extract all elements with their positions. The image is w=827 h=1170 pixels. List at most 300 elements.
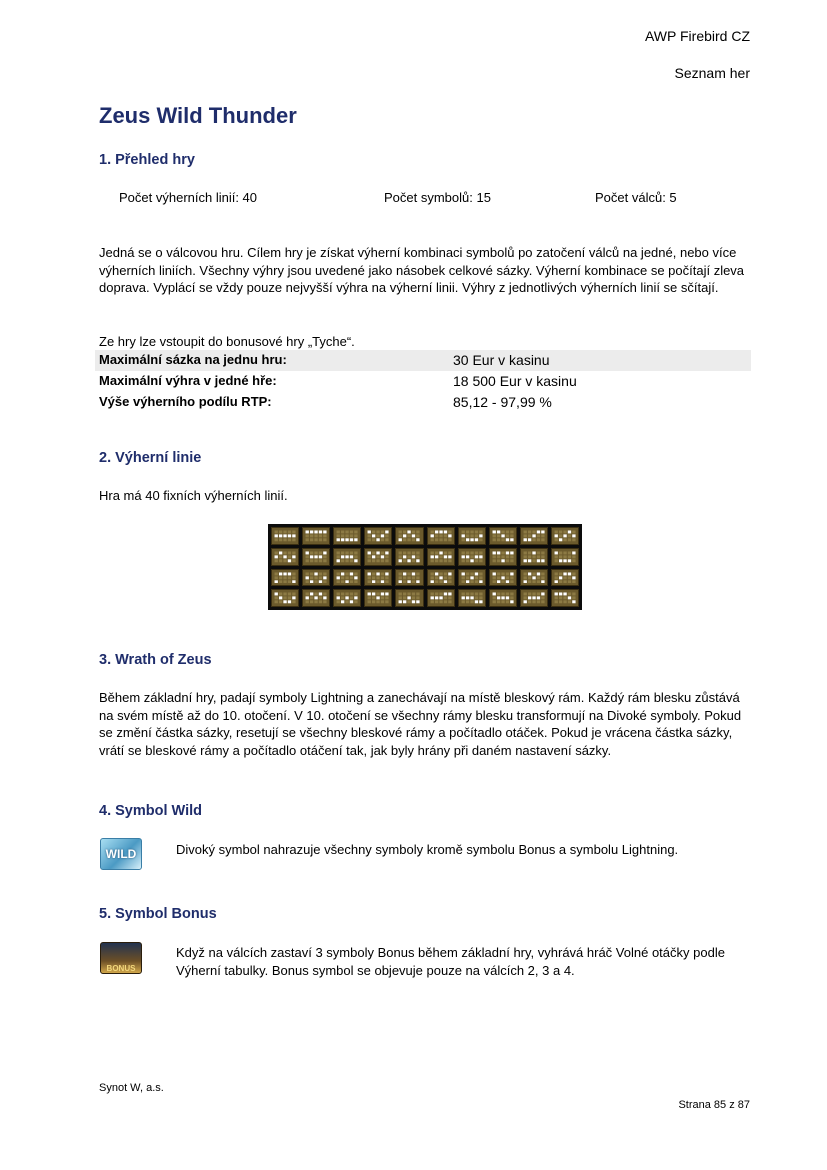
payline-mark [412,572,415,575]
payline-slot [346,572,349,575]
footer-company: Synot W, a.s. [99,1082,164,1094]
payline-mark [568,572,571,575]
payline-slot [479,559,482,562]
payline-thumbnail [458,548,486,566]
payline-mark [443,580,446,583]
payline-slot [497,576,500,579]
payline-slot [479,576,482,579]
payline-slot [350,597,353,600]
payline-slot [403,551,406,554]
payline-slot [310,601,313,604]
payline-slot [319,601,322,604]
payline-slot [399,555,402,558]
payline-slot [381,572,384,575]
payline-mark [572,551,575,554]
payline-slot [501,555,504,558]
payline-slot [466,576,469,579]
payline-slot [372,572,375,575]
payline-mark [528,597,531,600]
payline-slot [434,580,437,583]
payline-slot [541,572,544,575]
payline-slot [448,576,451,579]
payline-slot [292,530,295,533]
payline-mark [372,593,375,596]
payline-mark [448,593,451,596]
payline-slot [323,555,326,558]
payline-thumbnail [395,548,423,566]
payline-thumbnail [520,589,548,607]
payline-slot [377,593,380,596]
payline-mark [403,555,406,558]
payline-slot [568,580,571,583]
payline-slot [337,555,340,558]
payline-thumbnail [302,527,330,545]
payline-mark [541,559,544,562]
payline-slot [434,601,437,604]
payline-mark [461,572,464,575]
payline-slot [466,530,469,533]
payline-slot [501,572,504,575]
payline-slot [377,555,380,558]
payline-slot [448,580,451,583]
payline-mark [466,538,469,541]
payline-mark [434,572,437,575]
payline-mark [492,593,495,596]
payline-slot [430,601,433,604]
payline-mark [532,576,535,579]
payline-slot [523,572,526,575]
payline-mark [568,597,571,600]
payline-slot [443,534,446,537]
payline-slot [497,555,500,558]
payline-slot [492,534,495,537]
payline-slot [434,576,437,579]
payline-mark [310,580,313,583]
table-row [95,392,751,413]
payline-mark [292,555,295,558]
payline-mark [377,551,380,554]
payline-mark [381,555,384,558]
payline-slot [417,572,420,575]
payline-slot [448,559,451,562]
payline-slot [572,580,575,583]
payline-mark [554,534,557,537]
payline-mark [283,572,286,575]
payline-slot [439,534,442,537]
payline-slot [341,593,344,596]
payline-mark [408,580,411,583]
payline-mark [443,530,446,533]
payline-slot [275,538,278,541]
payline-slot [448,551,451,554]
payline-slot [528,530,531,533]
payline-slot [528,551,531,554]
payline-slot [470,580,473,583]
payline-slot [346,559,349,562]
payline-slot [559,572,562,575]
payline-slot [346,551,349,554]
payline-slot [279,576,282,579]
payline-mark [554,551,557,554]
payline-slot [292,559,295,562]
payline-mark [559,593,562,596]
payline-slot [403,559,406,562]
payline-slot [377,601,380,604]
payline-slot [403,580,406,583]
payline-thumbnail [427,527,455,545]
payline-mark [292,597,295,600]
payline-slot [563,538,566,541]
payline-mark [288,572,291,575]
payline-mark [275,593,278,596]
payline-thumbnail [364,569,392,587]
payline-mark [430,534,433,537]
payline-slot [288,555,291,558]
payline-slot [323,559,326,562]
payline-slot [466,559,469,562]
payline-slot [314,576,317,579]
payline-mark [563,534,566,537]
payline-mark [532,597,535,600]
payline-mark [399,559,402,562]
payline-slot [292,538,295,541]
payline-slot [314,551,317,554]
payline-slot [341,530,344,533]
payline-mark [381,580,384,583]
game-description: Jedná se o válcovou hru. Cílem hry je získat výherní kombinaci symbolů po zatočení válců na jedné, nebo více výherních liniích. Všechny výhry jsou uvedené jako násobek celkové sázky. Výherní kombinace se počítají zleva doprava. Vyplácí se vždy pouze nejvyšší výhra na výherní linii. Výhry z jednotlivých výherních linií se sčítají. [99,245,745,295]
payline-slot [372,559,375,562]
payline-mark [523,559,526,562]
payline-slot [474,576,477,579]
payline-thumbnail [489,548,517,566]
payline-slot [354,593,357,596]
payline-slot [461,530,464,533]
payline-slot [563,597,566,600]
payline-slot [399,572,402,575]
payline-mark [554,593,557,596]
payline-slot [501,593,504,596]
payline-slot [430,572,433,575]
payline-slot [537,580,540,583]
payline-mark [466,580,469,583]
payline-mark [377,572,380,575]
payline-slot [283,551,286,554]
payline-mark [279,551,282,554]
payline-slot [377,559,380,562]
payline-mark [354,538,357,541]
payline-mark [314,572,317,575]
payline-slot [510,530,513,533]
payline-slot [319,551,322,554]
payline-mark [279,534,282,537]
payline-slot [381,538,384,541]
payline-slot [275,572,278,575]
payline-mark [430,597,433,600]
payline-slot [283,580,286,583]
payline-slot [448,597,451,600]
payline-slot [497,534,500,537]
payline-slot [346,601,349,604]
payline-slot [439,559,442,562]
payline-mark [563,572,566,575]
payline-slot [403,530,406,533]
payline-slot [288,530,291,533]
payline-slot [563,555,566,558]
payline-slot [532,538,535,541]
payline-slot [523,597,526,600]
payline-slot [417,597,420,600]
payline-mark [283,555,286,558]
payline-slot [323,572,326,575]
payline-slot [572,597,575,600]
payline-slot [372,538,375,541]
payline-slot [541,534,544,537]
payline-slot [323,580,326,583]
payline-slot [386,576,389,579]
payline-mark [501,576,504,579]
payline-mark [279,572,282,575]
payline-slot [523,530,526,533]
payline-thumbnail [427,548,455,566]
payline-mark [275,534,278,537]
payline-slot [541,601,544,604]
payline-mark [341,555,344,558]
payline-mark [443,555,446,558]
payline-slot [492,580,495,583]
symbols-count: Počet symbolů: 15 [384,190,491,205]
payline-slot [337,572,340,575]
payline-slot [479,597,482,600]
rtp-label: Výše výherního podílu RTP: [99,394,272,409]
payline-slot [434,534,437,537]
payline-thumbnail [458,589,486,607]
payline-slot [279,530,282,533]
payline-slot [572,572,575,575]
payline-slot [283,559,286,562]
payline-mark [341,572,344,575]
payline-slot [430,559,433,562]
payline-slot [439,572,442,575]
payline-mark [288,534,291,537]
payline-thumbnail [551,548,579,566]
payline-slot [292,551,295,554]
payline-mark [563,559,566,562]
payline-mark [337,538,340,541]
payline-mark [554,580,557,583]
payline-slot [554,572,557,575]
payline-slot [354,555,357,558]
payline-mark [319,530,322,533]
payline-mark [412,555,415,558]
payline-slot [350,559,353,562]
payline-slot [381,530,384,533]
payline-slot [310,534,313,537]
payline-slot [417,555,420,558]
payline-slot [341,551,344,554]
reels-count: Počet válců: 5 [595,190,677,205]
payline-mark [275,555,278,558]
payline-mark [319,555,322,558]
payline-mark [381,593,384,596]
payline-slot [386,580,389,583]
header-subtitle: Seznam her [674,65,750,81]
payline-slot [505,555,508,558]
payline-mark [470,597,473,600]
payline-mark [386,572,389,575]
payline-slot [443,538,446,541]
max-bet-label: Maximální sázka na jednu hru: [99,352,287,367]
payline-slot [501,530,504,533]
payline-slot [559,534,562,537]
payline-slot [430,538,433,541]
payline-slot [559,580,562,583]
payline-mark [372,555,375,558]
payline-slot [350,593,353,596]
payline-mark [310,530,313,533]
payline-slot [541,551,544,554]
payline-mark [368,572,371,575]
payline-thumbnail [271,527,299,545]
payline-slot [523,593,526,596]
payline-mark [354,576,357,579]
payline-mark [501,597,504,600]
payline-thumbnail [427,589,455,607]
payline-slot [319,597,322,600]
payline-slot [341,580,344,583]
payline-slot [337,593,340,596]
paylines-text: Hra má 40 fixních výherních linií. [99,488,288,503]
payline-slot [554,530,557,533]
payline-mark [568,530,571,533]
payline-mark [572,601,575,604]
payline-mark [510,538,513,541]
payline-slot [341,559,344,562]
payline-mark [532,551,535,554]
payline-mark [408,559,411,562]
payline-slot [310,538,313,541]
payline-slot [474,534,477,537]
payline-mark [492,530,495,533]
payline-slot [354,534,357,537]
payline-slot [354,601,357,604]
payline-thumbnail [364,548,392,566]
payline-thumbnail [271,569,299,587]
payline-slot [492,576,495,579]
payline-slot [448,601,451,604]
payline-slot [541,555,544,558]
wild-symbol-icon: WILD [100,838,142,870]
payline-slot [568,534,571,537]
payline-slot [532,601,535,604]
payline-slot [474,551,477,554]
payline-mark [572,576,575,579]
payline-slot [439,593,442,596]
payline-mark [323,551,326,554]
payline-slot [470,555,473,558]
payline-slot [417,530,420,533]
payline-slot [323,593,326,596]
payline-thumbnail [333,527,361,545]
payline-mark [528,559,531,562]
payline-slot [479,572,482,575]
payline-mark [532,534,535,537]
payline-mark [306,597,309,600]
payline-mark [479,555,482,558]
payline-slot [537,601,540,604]
payline-mark [310,555,313,558]
payline-slot [350,551,353,554]
payline-mark [479,601,482,604]
payline-slot [461,551,464,554]
payline-mark [510,572,513,575]
payline-mark [497,597,500,600]
payline-slot [408,601,411,604]
payline-slot [554,555,557,558]
payline-slot [306,593,309,596]
payline-mark [292,534,295,537]
payline-slot [323,538,326,541]
payline-mark [439,576,442,579]
payline-slot [572,530,575,533]
payline-mark [399,601,402,604]
payline-slot [501,601,504,604]
payline-slot [479,593,482,596]
payline-slot [279,559,282,562]
payline-slot [279,555,282,558]
payline-slot [372,601,375,604]
payline-thumbnail [302,589,330,607]
payline-mark [403,601,406,604]
payline-slot [337,580,340,583]
payline-slot [399,551,402,554]
payline-mark [412,601,415,604]
payline-thumbnail [458,569,486,587]
payline-slot [288,538,291,541]
payline-slot [474,580,477,583]
payline-slot [568,555,571,558]
payline-slot [528,601,531,604]
payline-thumbnail [427,569,455,587]
payline-mark [354,597,357,600]
payline-mark [403,572,406,575]
payline-slot [386,597,389,600]
payline-slot [403,593,406,596]
payline-slot [443,559,446,562]
payline-mark [346,597,349,600]
payline-slot [559,601,562,604]
payline-slot [563,601,566,604]
payline-slot [439,538,442,541]
payline-mark [337,576,340,579]
payline-mark [505,551,508,554]
payline-slot [275,601,278,604]
payline-mark [448,555,451,558]
payline-mark [492,551,495,554]
payline-mark [466,597,469,600]
payline-mark [408,530,411,533]
payline-slot [408,538,411,541]
payline-slot [306,601,309,604]
payline-mark [434,597,437,600]
payline-slot [510,559,513,562]
payline-slot [314,559,317,562]
payline-slot [283,576,286,579]
payline-mark [461,534,464,537]
payline-slot [292,601,295,604]
max-win-value: 18 500 Eur v kasinu [453,373,577,389]
payline-mark [314,597,317,600]
payline-mark [323,576,326,579]
